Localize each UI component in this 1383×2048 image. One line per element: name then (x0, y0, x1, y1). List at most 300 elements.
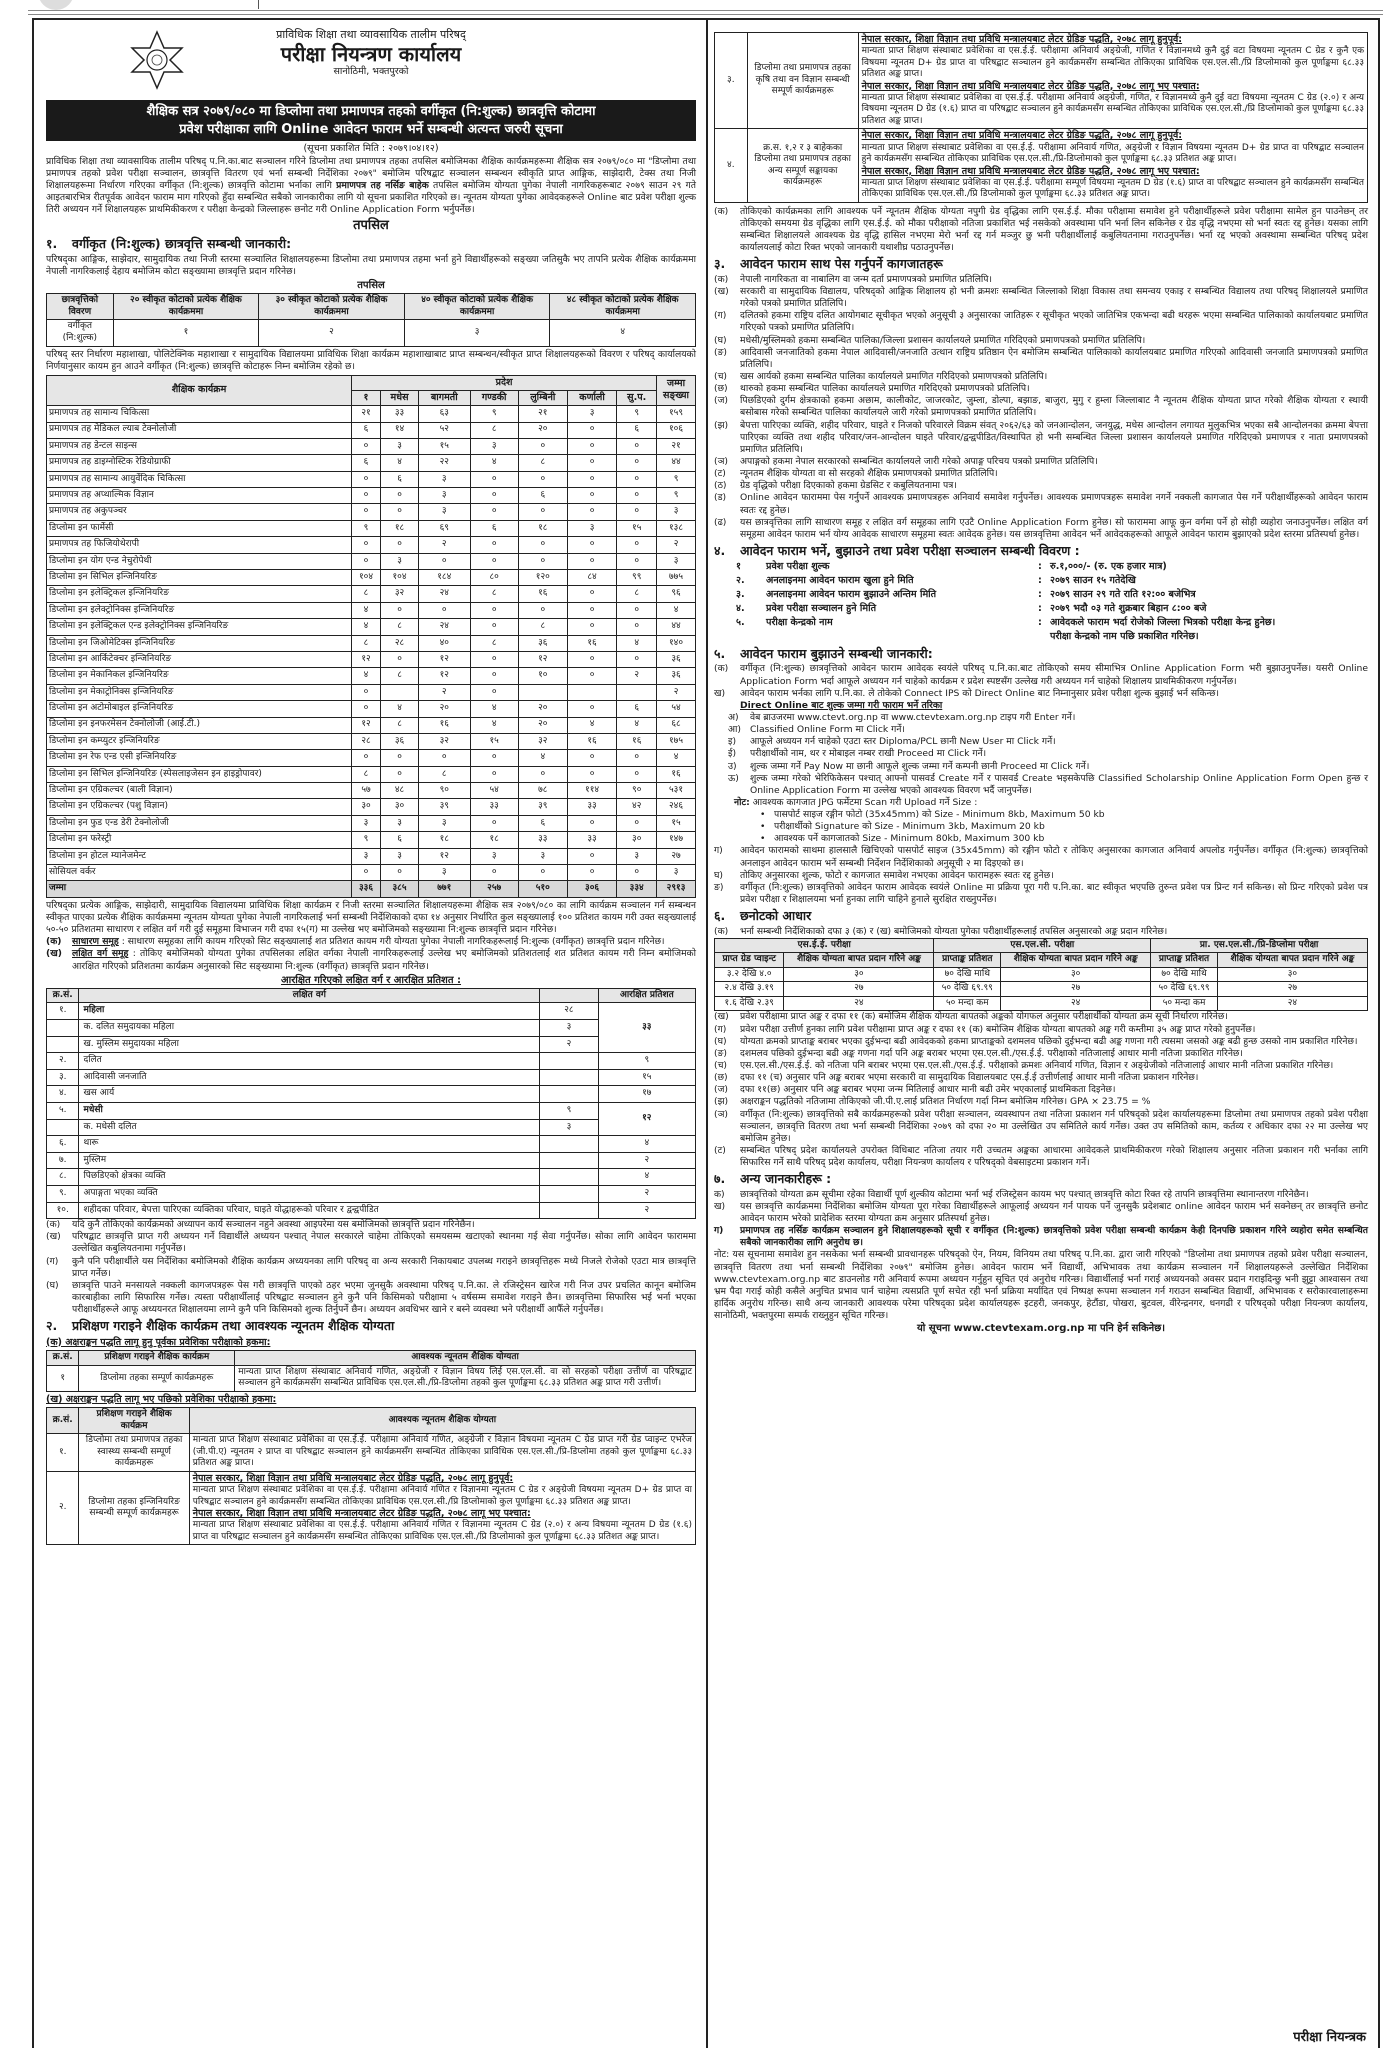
grading-after-text: मान्यता प्राप्त शिक्षण संस्थाबाट प्रवेशिका वा एस.ई.ई. परीक्षामा अनिवार्य गणित र विज्ञानमा न्यूनतम C ग्रेड (२.०) र अन्य विषयमा न्यूनतम D ग्रेड (१.६) प्राप्त वा परिषद्बाट सञ्चालन हुने कार्यक्रमसँग सम्बन्धित तोकिएका प्राविधिक एस.एल.सी./प्रि डिप्लोमाको कुल पूर्णाङ्कमा ६८.३३ प्रतिशत अङ्क प्राप्त। (192, 1520, 692, 1542)
province-count-cell: ३२ (419, 733, 470, 749)
province-count-cell: २ (617, 668, 657, 684)
province-count-cell: ३० (617, 832, 657, 848)
table-row (47, 553, 696, 569)
submission-item (714, 688, 1368, 700)
program-name-cell: डिप्लोमा इन फुड एन्ड डेरी टेक्नोलोजी (47, 815, 352, 831)
province-count-cell: २० (518, 701, 567, 717)
schedule-value-text: २०७९ साउन २९ गते राति १२:०० बजेभित्र (1050, 589, 1196, 601)
province-count-cell: ४ (617, 635, 657, 651)
province-count-cell: ६ (352, 455, 381, 471)
other-info-list (714, 1189, 1368, 1225)
section-title: वर्गीकृत (नि:शुल्क) छात्रवृत्ति सम्बन्धी जानकारी: (72, 236, 292, 252)
province-count-cell: १६ (419, 717, 470, 733)
schedule-number: ५. (736, 617, 745, 629)
program-total-cell: ३ (657, 865, 696, 881)
province-count-cell: ० (567, 848, 617, 864)
province-count-cell: १०४ (381, 570, 419, 586)
marks-group-header: एस.ई.ई. परीक्षा (715, 938, 934, 953)
province-count-cell: ० (470, 553, 518, 569)
province-count-cell (567, 684, 617, 700)
province-count-cell: ० (470, 619, 518, 635)
province-col-header: गण्डकी (470, 390, 518, 405)
table-row (47, 1053, 696, 1070)
qual-sn: ३. (715, 33, 748, 129)
province-count-cell: ९ (352, 520, 381, 536)
submission-more-list (714, 845, 1368, 906)
province-count-cell: ० (381, 537, 419, 553)
province-col-header: लुम्बिनी (518, 390, 567, 405)
res-percent: १७ (598, 1086, 695, 1103)
province-count-cell: ३६ (518, 635, 567, 651)
selection-rule-item (714, 1011, 1368, 1023)
section-2-note (714, 206, 1368, 255)
item-text: आफूले अध्ययन गर्न चाहेको एउटा स्तर Diploma/PCL छानी New User मा Click गर्ने। (750, 736, 1056, 748)
province-count-cell: ५७ (352, 783, 381, 799)
province-count-cell: ४ (352, 602, 381, 618)
province-count-cell: ० (470, 815, 518, 831)
program-total-cell: २ (657, 684, 696, 700)
grading-after-heading: नेपाल सरकार, शिक्षा विज्ञान तथा प्रविधि मन्त्रालयबाट लेटर ग्रेडिङ पद्धति, २०७८ लागू भए पश्चात: (192, 1508, 531, 1520)
publish-date: (सूचना प्रकाशित मिति : २०७९।०४।१२) (303, 143, 439, 155)
province-count-cell: ० (567, 865, 617, 881)
province-col-header: सु.प. (617, 390, 657, 405)
res-header: क्र.सं. (47, 988, 79, 1003)
schedule-value-text: आवेदकले फाराम भर्दा रोजेको जिल्ला भित्रको परीक्षा केन्द्र हुनेछ। (1050, 617, 1276, 629)
item-key: आ) (728, 724, 741, 736)
province-count-cell: ० (617, 619, 657, 635)
province-count-cell: २८ (381, 635, 419, 651)
item-text: आदिवासी जनजातिको हकमा नेपाल आदिवासी/जनजाति उत्थान राष्ट्रिय प्रतिष्ठान ऐन बमोजिम सम्बन्धित पालिकाको कार्यालयबाट प्रमाणित गरिएको आदिवासी जनजाति प्रमाणपत्रको प्रमाणित प्रतिलिपि। (740, 346, 1368, 370)
selection-rule-item (714, 1024, 1368, 1036)
program-total-cell: १३८ (657, 520, 696, 536)
res-sub-percent: ३ (540, 1119, 598, 1136)
province-count-cell: ३ (419, 471, 470, 487)
province-count-cell: ३ (352, 848, 381, 864)
province-count-cell: ३३ (567, 799, 617, 815)
province-count-cell: ८ (352, 635, 381, 651)
item-key: (ञ) (714, 1108, 728, 1120)
province-count-cell: ० (352, 504, 381, 520)
program-name-cell: डिप्लोमा इन मेकाट्रोनिक्स इन्जिनियरिङ (47, 684, 352, 700)
section-number: ५. (714, 645, 726, 661)
schedule-value-text: २०७९ साउन १५ गतेदेखि (1050, 575, 1136, 587)
target-group-item (46, 948, 696, 972)
province-count-cell: ११४ (567, 783, 617, 799)
program-name-cell: डिप्लोमा इन जिओमेटिक्स इन्जिनियरिङ (47, 635, 352, 651)
province-count-cell: ८० (470, 570, 518, 586)
intro-text: प्राविधिक शिक्षा तथा व्यावसायिक तालीम परिषद् प.नि.का.बाट सञ्चालन गरिने डिप्लोमा तथा प्रमाणपत्र तहका तपसिल बमोजिमका शैक्षिक कार्यक्रमहरूमा शैक्षिक सत्र २०७९/०८० मा "डिप्लोमा तथा प्रमाणपत्र तहको प्रवेश परीक्षा सञ्चालन, छात्रवृत्ति वितरण एवं भर्ना सम्बन्धी निर्देशिका २०७९" बमोजिम परिषद्बाट सञ्चालन सम्बन्धन स्वीकृति प्राप्त आङ्गिक, साझेदारी, टेक्स तथा निजी शिक्षालयहरूमा निर्धारण गरिएका वर्गीकृत (नि:शुल्क) छात्रवृत्ति कोटामा भर्नाका लागि (46, 155, 696, 191)
item-key: उ) (728, 760, 737, 772)
res-sub-percent (540, 1152, 598, 1169)
program-total-cell: ९६ (657, 586, 696, 602)
marks-cell: २४ (784, 996, 934, 1011)
quota-header: ४८ स्वीकृत कोटाको प्रत्येक शैक्षिक कार्यक्रममा (550, 294, 696, 320)
province-count-cell: ० (518, 865, 567, 881)
province-count-cell: ४ (352, 668, 381, 684)
program-name-cell: डिप्लोमा इन सिभिल इन्जिनियरिङ (स्पेसलाइजेसन इन हाइड्रोपावर) (47, 766, 352, 782)
upload-size-item (714, 821, 1368, 833)
item-key: (घ) (46, 1279, 59, 1291)
reservation-title: आरक्षित गरिएको लक्षित वर्ग र आरक्षित प्रतिशत : (280, 974, 462, 986)
item-key: घ) (714, 869, 724, 881)
program-name-cell: प्रमाणपत्र तह डेन्टल साइन्स (47, 438, 352, 454)
program-name-cell: सोसियल वर्कर (47, 865, 352, 881)
section-title: अन्य जानकारीहरू : (740, 1171, 832, 1187)
res-sub-percent (540, 1136, 598, 1153)
table-row (47, 815, 696, 831)
province-count-cell: ८ (518, 619, 567, 635)
program-name-cell: प्रमाणपत्र तह अकुपञ्चर (47, 504, 352, 520)
schedule-number: २. (736, 575, 745, 587)
quota-cell: ३ (404, 320, 550, 346)
item-key: ग) (714, 845, 723, 857)
item-text: बेपत्ता पारिएका व्यक्ति, शहीद परिवार, घाइते र निजको परिवारले विक्रम संवत् २०६२/६३ को जनआन्दोलन, जनयुद्ध, मधेस आन्दोलन लगायत मुलुकभित्र भएका सबै आन्दोलनका क्रममा बेपत्ता पारिएका व्यक्ति तथा शहीद परिवार/जन-आन्दोलन घाइते परिवार/द्वन्द्वपीडित/विस्थापित हो भनी सम्बन्धित जिल्ला प्रशासन कार्यालयले प्रमाणित गरिदिएको प्रमाणपत्र र नाता प्रमाणपत्रको प्रमाणित प्रतिलिपि। (740, 419, 1368, 455)
item-key: (क) (714, 925, 729, 937)
res-group: अपाङ्गता भएका व्यक्ति (79, 1185, 540, 1202)
program-name-cell: प्रमाणपत्र तह सामान्य आयुर्वेदिक चिकित्सा (47, 471, 352, 487)
item-key: (क) (714, 663, 729, 675)
res-sn: ५. (47, 1102, 79, 1119)
program-name-cell: डिप्लोमा इन आर्किटेक्चर इन्जिनियरिङ (47, 651, 352, 667)
province-count-cell: ९० (617, 783, 657, 799)
table-row (47, 651, 696, 667)
colon-separator: : (1038, 617, 1042, 629)
province-count-cell: ० (617, 766, 657, 782)
program-total-cell: ४ (657, 750, 696, 766)
schedule-number: ३. (736, 589, 745, 601)
province-count-cell: ४ (470, 717, 518, 733)
intro-rest: तपसिल बमोजिम योग्यता पुगेका नेपाली नागरिकहरूबाट २०७९ साउन २९ गते आइतबारभित्र रीतपूर्वक आवेदन फाराम माग गरिएको हुँदा सम्बन्धित सबैको जानकारीका लागि यो सूचना प्रकाशित गरिएको छ। न्यूनतम योग्यता पुगेका आवेदकहरूले Online बाट प्रवेश परीक्षा शुल्क तिरी अध्ययन गर्ने शिक्षालयहरू प्राथमिकीकरण र परीक्षा केन्द्रको जिल्लाहरू छनोट गरी Online Application Form भर्नुपर्नेछ। (46, 179, 696, 216)
item-key: (ठ) (714, 480, 727, 492)
upload-size-item (714, 809, 1368, 821)
province-count-cell: ६ (470, 520, 518, 536)
province-count-cell: ० (567, 471, 617, 487)
schedule-row (714, 588, 1368, 602)
res-group: ख. मुस्लिम समुदायका महिला (79, 1036, 540, 1053)
province-count-cell: ० (567, 701, 617, 717)
document-item (714, 480, 1368, 492)
table-row (47, 520, 696, 536)
province-count-cell: ३० (352, 799, 381, 815)
province-count-cell: ९९ (617, 570, 657, 586)
province-count-cell: ० (518, 471, 567, 487)
province-count-cell: १६ (567, 635, 617, 651)
province-count-cell: २४ (419, 586, 470, 602)
reservation-table (46, 988, 696, 1219)
res-sn: ६. (47, 1136, 79, 1153)
province-count-cell: ० (419, 553, 470, 569)
res-sn: ९. (47, 1185, 79, 1202)
province-count-cell: ० (567, 488, 617, 504)
province-count-cell: ० (352, 865, 381, 881)
province-count-cell: ३२ (518, 733, 567, 749)
marks-cell: ३० (1217, 967, 1367, 982)
table-row (47, 832, 696, 848)
item-text: अक्षराङ्कन पद्धतिको नतिजामा तोकिएको जी.पी.ए.लाई प्रतिशत निर्धारण गर्दा निम्न बमोजिम गरिनेछ। GPA × 23.75 = % (740, 1096, 1151, 1108)
item-key: (ङ) (714, 1047, 728, 1059)
table-row (47, 471, 696, 487)
program-total-cell: १४० (657, 635, 696, 651)
item-key: (ट) (714, 468, 726, 480)
quota-header: ३० स्वीकृत कोटाको प्रत्येक शैक्षिक कार्यक्रममा (259, 294, 405, 320)
item-key: (ख) (46, 1231, 61, 1243)
grading-before-heading: नेपाल सरकार, शिक्षा विज्ञान तथा प्रविधि मन्त्रालयबाट लेटर ग्रेडिङ पद्धति, २०७८ लागू हुनुपूर्व: (861, 130, 1183, 142)
marks-cell: ७० देखि माथि (934, 967, 1001, 982)
schedule-row (714, 560, 1368, 574)
res-sn: ८. (47, 1169, 79, 1186)
province-col-header: मधेस (381, 390, 419, 405)
qual-program: डिप्लोमा तहका सम्पूर्ण कार्यक्रमहरू (79, 1365, 235, 1391)
office-location: सानोठिमी, भक्तपुरको (333, 65, 409, 77)
qual-text: मान्यता प्राप्त शिक्षण संस्थाबाट अनिवार्य गणित, अङ्ग्रेजी र विज्ञान विषय लिई एस.एल.सी. वा सो सरहको परीक्षा उत्तीर्ण वा परिषद्बाट सञ्चालन हुने कार्यक्रमसँग सम्बन्धित प्राविधिक एस.एल.सी./प्रि-डिप्लोमा तहको कुल पूर्णाङ्कमा ६८.३३ प्रतिशत अङ्क प्राप्त गरी उत्तीर्ण। (235, 1365, 696, 1391)
province-count-cell: ४ (470, 455, 518, 471)
document-item (714, 395, 1368, 419)
item-text: वर्गीकृत (नि:शुल्क) छात्रवृत्तिको सबै कार्यक्रमहरूको प्रवेश परीक्षा सञ्चालन, व्यवस्थापन तथा नतिजा प्रकाशन गर्न परिषद्को प्रदेश कार्यालयहरूमा डिप्लोमा तथा प्रमाणपत्र तहको प्रवेश परीक्षा सञ्चालन, छात्रवृत्ति वितरण तथा भर्ना सम्बन्धी निर्देशिका २०७९ को दफा २० मा उल्लेखित उप समितिले कार्य गर्नेछ। उक्त उप समितिको काम, कर्तव्य र अधिकार दफा २२ मा उल्लेख भए बमोजिम हुनेछ। (740, 1108, 1368, 1144)
program-total-cell: ३ (657, 504, 696, 520)
document-item (714, 492, 1368, 516)
province-count-cell: ० (617, 815, 657, 831)
quota-cell: १ (113, 320, 259, 346)
table-row (47, 455, 696, 471)
item-text: दफा ११ (च) अनुसार पनि अङ्क बराबर भएमा सरकारी वा सामुदायिक विद्यालयबाट एस.ई.ई उत्तीर्णलाई आधार मानी नतिजा प्रकाशन गरिनेछ। (740, 1072, 1199, 1084)
item-text: खस आर्यको हकमा सम्बन्धित पालिका कार्यालयले प्रमाणित गरिदिएको प्रमाणपत्रको प्रतिलिपि। (740, 370, 1048, 382)
province-count-cell: ० (518, 504, 567, 520)
province-count-cell: ० (381, 602, 419, 618)
selection-rule-item (714, 1084, 1368, 1096)
province-count-cell: ४० (419, 635, 470, 651)
province-count-cell: ० (617, 865, 657, 881)
item-key: अ) (728, 711, 739, 723)
item-text: ग्रेड वृद्धिको परीक्षा दिएकाको हकमा ग्रेडसिट र कबुलियतनामा पत्र। (740, 480, 957, 492)
province-count-cell: ० (470, 504, 518, 520)
office-name: परीक्षा नियन्त्रण कार्यालय (280, 41, 462, 66)
colon-separator: : (1038, 589, 1042, 601)
province-count-cell: ६९ (419, 520, 470, 536)
qual-program: क्र.स. १,२ र ३ बाहेकका डिप्लोमा तथा प्रमाणपत्र तहका अन्य सम्पूर्ण सङ्कायका कार्यक्रमहरू (747, 129, 858, 202)
province-count-cell: १२ (419, 668, 470, 684)
table-row (47, 537, 696, 553)
item-text: परीक्षार्थीको नाम, थर र मोबाइल नम्बर राखी Proceed मा Click गर्ने। (750, 748, 987, 760)
item-key: (ग) (46, 1255, 59, 1267)
province-count-cell: ० (567, 455, 617, 471)
province-count-cell: ३ (470, 438, 518, 454)
note-item (46, 1256, 696, 1280)
province-count-cell: ४ (381, 701, 419, 717)
province-count-cell: ३ (518, 848, 567, 864)
item-text: Online आवेदन फाराममा पेस गर्नुपर्ने आवश्यक प्रमाणपत्रहरू अनिवार्य समावेश गर्नुपर्नेछ। आवश्यक प्रमाणपत्रहरू समावेश नगर्ने नक्कली कागजात पेस गर्ने परीक्षार्थीहरूको आवेदन फाराम स्वतः रद्द हुनेछ। (740, 492, 1368, 516)
res-group: क. दलित समुदायका महिला (79, 1019, 540, 1036)
province-count-cell: १८४ (419, 570, 470, 586)
province-count-cell: ६३ (419, 406, 470, 422)
step-item (714, 724, 1368, 736)
province-count-cell: १६ (567, 733, 617, 749)
qual-header: क्र.सं. (47, 1408, 79, 1434)
province-count-cell: ४८ (381, 783, 419, 799)
province-col-header: बागमती (419, 390, 470, 405)
province-count-cell: ८ (518, 455, 567, 471)
province-count-cell: ० (419, 602, 470, 618)
res-percent: २ (598, 1202, 695, 1219)
table-row (47, 1185, 696, 1202)
res-sub-percent (540, 1185, 598, 1202)
province-count-cell: ० (381, 766, 419, 782)
colon-separator: : (1038, 561, 1042, 573)
marks-sub-header: शैक्षिक योग्यता बापत प्रदान गरिने अङ्क (1001, 953, 1151, 968)
res-sub-percent: ९ (540, 1102, 598, 1119)
province-count-cell: २१ (518, 406, 567, 422)
province-count-cell: ६ (617, 701, 657, 717)
table-row (47, 320, 696, 346)
province-count-cell: ८ (352, 586, 381, 602)
schedule-row (714, 616, 1368, 644)
province-count-cell: १२ (352, 717, 381, 733)
table-row (47, 668, 696, 684)
signature-exam-controller: परीक्षा नियन्त्रक (1293, 2029, 1366, 2045)
program-total-cell: १७५ (657, 733, 696, 749)
program-total-cell: ६८ (657, 717, 696, 733)
subheading-after-grading: (ख) अक्षराङ्कन पद्धति लागू भए पछिको प्रवेशिका परीक्षाको हकमा: (46, 1393, 277, 1405)
note-label: नोट: (734, 796, 750, 808)
table-row (47, 848, 696, 864)
province-count-cell: ० (470, 471, 518, 487)
total-cell: ३३४ (617, 881, 657, 897)
res-group: मुस्लिम (79, 1152, 540, 1169)
province-count-cell: ० (352, 438, 381, 454)
item-key: ग) (714, 1225, 724, 1237)
grading-after-text: मान्यता प्राप्त शिक्षण संस्थाबाट प्रवेशिका वा एस.ई.ई. परीक्षामा सम्पूर्ण विषयमा न्यूनतम D ग्रेड (१.६) प्राप्त वा परिषद्बाट सञ्चालन हुने कार्यक्रमसँग सम्बन्धित तोकिएका प्राविधिक एस.एल.सी./प्रि डिप्लोमाको कुल पूर्णाङ्कमा ६८.३३ प्रतिशत अङ्क प्राप्त। (861, 177, 1364, 200)
province-count-cell: ८ (381, 619, 419, 635)
qual-header: आवश्यक न्यूनतम शैक्षिक योग्यता (235, 1351, 696, 1366)
res-sn (47, 1119, 79, 1136)
province-count-cell: ० (470, 602, 518, 618)
quota-table (46, 293, 696, 346)
submission-item (714, 845, 1368, 869)
res-sn (47, 1019, 79, 1036)
grading-before-heading: नेपाल सरकार, शिक्षा विज्ञान तथा प्रविधि मन्त्रालयबाट लेटर ग्रेडिङ पद्धति, २०७८ लागू हुनुपूर्व: (861, 34, 1183, 45)
province-count-cell: १२ (352, 651, 381, 667)
res-percent: २ (598, 1152, 695, 1169)
item-text: वर्गीकृत (नि:शुल्क) छात्रवृत्तिको आवेदन फाराम आवेदक स्वयंले Online मा प्रक्रिया पूरा गरी प.नि.का. बाट स्वीकृत भएपछि तुरुन्त प्रवेश पत्र प्रिन्ट गर्न सकिन्छ। सो प्रिन्ट गरिएको प्रवेश पत्र प्रवेश परीक्षा र शिक्षालयमा भर्ना हुनका लागि चाहिने हुनाले सुरक्षित राख्नुपर्नेछ। (740, 881, 1368, 906)
table-row (47, 865, 696, 881)
province-count-cell: ३० (381, 799, 419, 815)
province-count-cell: ८ (352, 766, 381, 782)
program-name-cell: डिप्लोमा इन सिभिल इन्जिनियरिङ (47, 570, 352, 586)
res-percent: ४ (598, 1136, 695, 1153)
divider (258, 0, 259, 9)
schedule-label: प्रवेश परीक्षा सञ्चालन हुने मिति (766, 603, 877, 615)
upload-size-list (714, 809, 1368, 845)
tapsil-subheading: तपसिल (357, 280, 385, 292)
province-count-cell: ६ (381, 832, 419, 848)
province-count-cell: ० (470, 651, 518, 667)
qual-text (858, 33, 1367, 129)
table-row (47, 406, 696, 422)
item-key: (ज) (714, 1084, 728, 1096)
item-text: प्रवेश परीक्षामा प्राप्त अङ्क र दफा ११ (क) बमोजिम शैक्षिक योग्यता बापतको अङ्कको योगफल अनुसार परीक्षार्थीको योग्यता क्रम सूची निर्धारण गरिनेछ। (740, 1011, 1228, 1023)
grading-after-heading: नेपाल सरकार, शिक्षा विज्ञान तथा प्रविधि मन्त्रालयबाट लेटर ग्रेडिङ पद्धति, २०७८ लागू भए पश्चात: (861, 80, 1200, 92)
province-count-cell: ० (419, 750, 470, 766)
selection-rule-item (714, 1036, 1368, 1048)
qual-program: डिप्लोमा तथा प्रमाणपत्र तहका स्वास्थ्य सम्बन्धी सम्पूर्ण कार्यक्रमहरू (79, 1434, 189, 1472)
res-sn: १. (47, 1003, 79, 1020)
res-percent: २ (598, 1185, 695, 1202)
section-1-paragraph: परिषद्का आङ्गिक, साझेदार, सामुदायिक तथा निजी स्तरमा सञ्चालित शिक्षालयहरूमा डिप्लोमा तथा प्रमाणपत्र तहमा भर्ना हुने विद्यार्थीहरूको सङ्ख्या जतिसुकै भए तापनि प्रत्येक शैक्षिक कार्यक्रममा नेपाली नागरिकलाई देहाय बमोजिम कोटा सङ्ख्यामा छात्रवृत्ति प्रदान गरिनेछ। (46, 253, 696, 278)
program-total-cell: ४ (657, 602, 696, 618)
online-steps-list (714, 712, 1368, 797)
item-text: छात्रवृत्ति पाउने मनसायले नक्कली कागजपत्रहरू पेस गरी छात्रवृत्ति पाएको ठहर भएमा जुनसुकै अवस्थामा परिषद् प.नि.का. ले रजिस्ट्रेसन खारेज गरी निज उपर प्रचलित कानून बमोजिम कारबाहीका लागि सिफारिस गर्नेछ। त्यस्ता परीक्षार्थीलाई परिषद्बाट सञ्चालन हुने कुनै पनि किसिमको परीक्षामा ५ वर्षसम्म समावेश गराइने छैन। छात्रवृत्तिमा सिफारिस भई भर्ना भएका परीक्षार्थीहरूले आफू अध्ययनरत शिक्षालयमा लाग्ने कुनै पनि किसिमको शुल्क तिर्नुपर्ने छैन। अध्ययन अवधिभर खाने र बस्ने व्यवस्था भने परीक्षार्थी आफैँले गर्नुपर्नेछ। (72, 1279, 696, 1316)
step-item (714, 761, 1368, 773)
province-count-cell (617, 684, 657, 700)
province-count-cell: ३ (419, 488, 470, 504)
upload-size-item (714, 833, 1368, 845)
quota-cell: २ (259, 320, 405, 346)
grading-before-text: मान्यता प्राप्त शिक्षण संस्थाबाट प्रवेशिका वा एस.ई.ई. परीक्षामा अनिवार्य गणित र विज्ञानमा न्यूनतम C ग्रेड र अङ्ग्रेजी विषयमा न्यूनतम D+ ग्रेड प्राप्त वा परिषद्बाट सञ्चालन हुने कार्यक्रमसँग सम्बन्धित तोकिएका प्राविधिक एस.एल.सी./प्रि डिप्लोमाको कुल पूर्णाङ्कमा ६८.३३ प्रतिशत अङ्क प्राप्त। (192, 1485, 692, 1507)
res-percent: ९ (598, 1053, 695, 1070)
table-row (715, 996, 1368, 1011)
province-count-cell: ४ (470, 701, 518, 717)
section-1-paragraph-3: परिषद्का प्रत्येक आङ्गिक, साझेदारी, सामुदायिक विद्यालयमा प्राविधिक शिक्षा कार्यक्रम र निजी स्तरमा सञ्चालित शिक्षालयहरूमा शैक्षिक सत्र २०७९/०८० का लागि कार्यक्रम सञ्चालन गर्न सम्बन्धन स्वीकृत पाएका प्रत्येक शैक्षिक कार्यक्रममा न्यूनतम योग्यता पुगेका नेपाली नागरिकलाई भर्ना सम्बन्धी निर्देशिकाको दफा १४ अनुसार निर्धारित कुल सङ्ख्यालाई १०० प्रतिशत कायम गरी उक्त सङ्ख्यालाई ५०-५० प्रतिशतमा साधारण र लक्षित वर्ग गरी दुई समूहमा विभाजन गरी दफा १५(ग) मा उल्लेख भए बमोजिमको सङ्ख्यामा नि:शुल्क छात्रवृत्ति प्रदान गरिनेछ। (46, 899, 696, 936)
item-text: एस.एल.सी./एस.ई.ई. को नतिजा पनि बराबर भएमा एस.एल.सी./एस.ई.ई. परीक्षाको क्रमशः अनिवार्य गणित, विज्ञान र अङ्ग्रेजीको नतिजालाई आधार मानी नतिजा प्रकाशित गरिनेछ। (740, 1059, 1334, 1071)
section-title: आवेदन फाराम साथ पेस गर्नुपर्ने कागजातहरू (740, 256, 943, 272)
province-count-cell: ६ (518, 815, 567, 831)
total-cell: ३०६ (567, 881, 617, 897)
selection-rule-item (714, 1048, 1368, 1060)
item-text: प्रवेश परीक्षा उत्तीर्ण हुनका लागि प्रवेश परीक्षामा प्राप्त अङ्क र दफा ११ (क) बमोजिम शैक्षिक योग्यता बापतको अङ्क गरी कम्तीमा ३५ अङ्क प्राप्त गरेको हुनुपर्नेछ। (740, 1023, 1256, 1035)
bullet-text: आवश्यक पर्ने कागजातको Size - Minimum 80kb, Maximum 300 kb (774, 833, 1045, 845)
selection-rule-item (714, 1096, 1368, 1108)
final-note: नोट: यस सूचनामा समावेश हुन नसकेका भर्ना सम्बन्धी प्रावधानहरू परिषद्को ऐन, नियम, विनियम तथा परिषद् प.नि.का. द्वारा जारी गरिएको "डिप्लोमा तथा प्रमाणपत्र तहको प्रवेश परीक्षा सञ्चालन, छात्रवृत्ति वितरण तथा भर्ना सम्बन्धी निर्देशिका २०७९" बमोजिम हुनेछ। आवेदन फाराम भर्ने विद्यार्थी, अभिभावक तथा कार्यक्रम सञ्चालन गर्ने शिक्षालयहरूले उल्लेखित निर्देशिका www.ctevtexam.org.np बाट डाउनलोड गरी अनिवार्य रूपमा अध्ययन गर्नुहुन सूचित एवं अनुरोध गरिन्छ। विद्यार्थीलाई भर्ना गराई अध्ययनको अवसर प्रदान गराइदिन्छु भनी झुट्टा आश्वासन तथा भ्रम पैदा गराई कोही कसैले अनुचित प्रभाव पार्न चाहेमा त्यसप्रति पूर्ण सचेत रही भर्ना प्रक्रिया मर्यादित एवं निष्पक्ष रूपमा सञ्चालन गर्न गराउन सम्बन्धित विद्यार्थी, अभिभावक र सरोकारवालाहरूमा हार्दिक अनुरोध गरिन्छ। साथै अन्य जानकारी आवश्यक परेमा परिषद्का प्रदेश कार्यालयहरू इटहरी, जनकपुर, हेटौंडा, पोखरा, बुटवल, वीरेन्द्रनगर, धनगढी र परिषद्को परीक्षा नियन्त्रण कार्यालय, सानोठिमी, भक्तपुरमा सम्पर्क राख्नुहुन सूचित गरिन्छ। (714, 1249, 1368, 1322)
qual-sn: ४. (715, 129, 748, 202)
marks-cell: ७० देखि माथि (1151, 967, 1218, 982)
selection-rule-item (714, 1109, 1368, 1145)
item-text: तोकिए अनुसारका शुल्क, फोटो र कागजात समावेश नभएका आवेदन फारामहरू स्वतः रद्द हुनेछ। (740, 869, 1054, 881)
organization-block (46, 28, 696, 78)
table-row (47, 1102, 696, 1119)
province-count-cell: ४ (567, 717, 617, 733)
province-count-cell: ० (352, 553, 381, 569)
total-cell: ७७१ (419, 881, 470, 897)
item-key: (ग) (714, 1023, 727, 1035)
program-total-cell: ५३१ (657, 783, 696, 799)
province-count-cell: ३ (617, 848, 657, 864)
section-6-heading (714, 908, 1368, 925)
item-key: (ङ) (714, 346, 728, 358)
item-text: न्यूनतम शैक्षिक योग्यता वा सो सरहको शैक्षिक प्रमाणपत्रको प्रमाणित प्रतिलिपि। (740, 468, 998, 480)
province-count-cell: १६ (617, 733, 657, 749)
item-text: दशमलव पछिको दुईभन्दा बढी अङ्क गणना गर्दा पनि अङ्क बराबर भएमा एस.एल.सी./एस.ई.ई. परीक्षाको नतिजालाई आधार मानी नतिजा प्रकाशित गरिनेछ। (740, 1047, 1243, 1059)
item-text: अपाङ्गको हकमा नेपाल सरकारको सम्बन्धित कार्यालयले जारी गरेको अपाङ्ग परिचय पत्रको प्रमाणित प्रतिलिपि। (740, 455, 1098, 467)
program-name-cell: प्रमाणपत्र तह सामान्य चिकित्सा (47, 406, 352, 422)
quota-cell: ४ (550, 320, 696, 346)
note-text: आवश्यक कागजात JPG फर्मेटमा Scan गरी Upload गर्ने Size : (752, 796, 978, 808)
res-percent: १५ (598, 1069, 695, 1086)
province-count-cell: ३९ (518, 799, 567, 815)
item-text: मधेसी/मुस्लिमको हकमा सम्बन्धित पालिका/जिल्ला प्रशासन कार्यालयले प्रमाणित गरिदिएको प्रमाणपत्रको प्रमाणित प्रतिलिपि। (740, 334, 1146, 346)
province-count-cell: ५४ (470, 783, 518, 799)
bullet-text: परीक्षार्थीको Signature को Size - Minimum 3kb, Maximum 20 kb (774, 821, 1045, 833)
province-count-cell: ० (567, 750, 617, 766)
document-item (714, 286, 1368, 310)
item-key: (च) (714, 370, 728, 382)
nursing-notice-item (714, 1225, 1368, 1249)
province-count-cell: ० (567, 668, 617, 684)
qualification-table-after (46, 1407, 696, 1545)
page-top-strip (0, 0, 1383, 10)
table-row (47, 422, 696, 438)
province-count-cell: ० (617, 504, 657, 520)
table-row (47, 766, 696, 782)
table-row (47, 1434, 696, 1472)
